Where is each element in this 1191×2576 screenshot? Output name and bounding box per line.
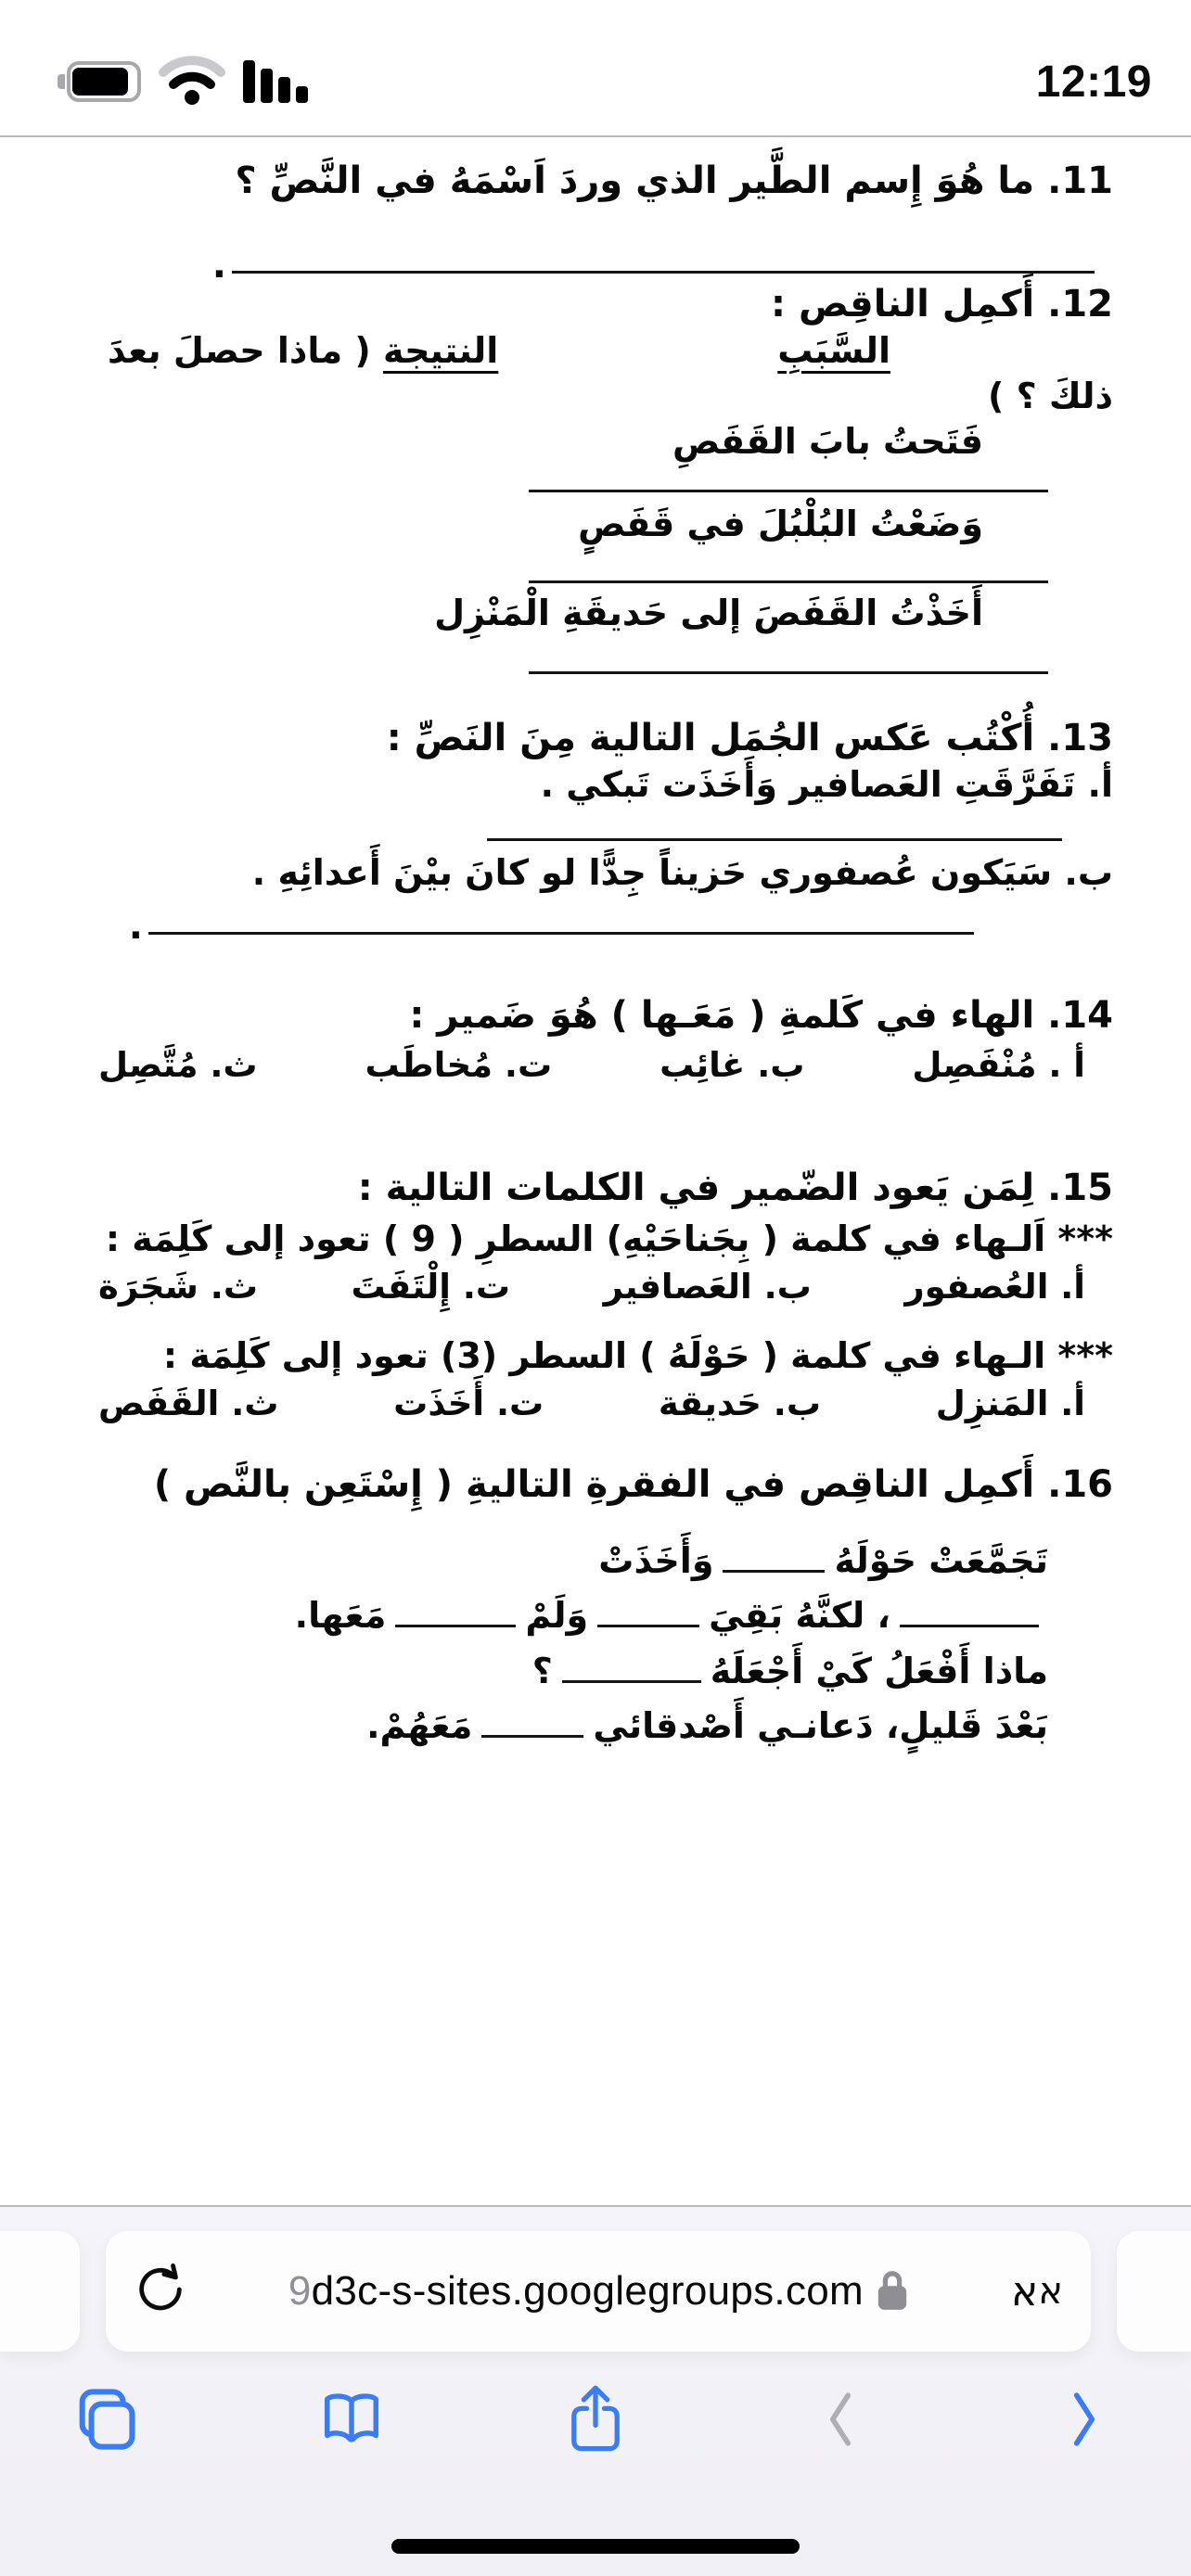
q16-line-1: تَجَمَّعَتْ حَوْلَهُوَأَخَذَتْ	[598, 1539, 1048, 1581]
previous-tab-preview[interactable]	[0, 2231, 80, 2352]
status-icons	[59, 55, 308, 108]
address-bar-row	[0, 2231, 1191, 2352]
answer-line	[529, 490, 1048, 492]
option-b: ب. غائِب	[660, 1045, 805, 1086]
url-text: 9d3c-s-sites.googlegroups.com	[288, 2268, 864, 2314]
question-11: 11. ما هُوَ إِسم الطَّير الذي وردَ اَسْمَهُ في النَّصِّ ؟	[235, 159, 1113, 202]
answer-line	[529, 671, 1048, 674]
answer-line	[529, 580, 1048, 583]
tabs-button[interactable]	[65, 2383, 148, 2457]
q16-line-3: ماذا أَفْعَلُ كَيْ أَجْعَلَهُ؟	[531, 1650, 1048, 1691]
address-bar[interactable]	[106, 2231, 1091, 2352]
option-b: ب. حَديقة	[658, 1384, 822, 1424]
fill-blank	[481, 1707, 583, 1738]
tabs-icon	[75, 2388, 138, 2454]
q12-row-2: وَضَعْتُ البُلْبُلَ في قَفَصٍ	[578, 504, 983, 545]
q12-row-1: فَتَحتُ بابَ القَفَصِ	[672, 420, 983, 462]
chevron-forward-icon	[1069, 2391, 1100, 2451]
question-12: 12. أَكمِل الناقِص :	[771, 283, 1113, 326]
option-t: ت. أَخَذَت	[393, 1384, 544, 1424]
answer-line	[487, 838, 1062, 841]
share-button[interactable]	[554, 2383, 637, 2457]
option-th: ث. مُتَّصِل	[98, 1045, 258, 1086]
fill-blank	[395, 1597, 516, 1627]
next-tab-preview[interactable]	[1117, 2231, 1191, 2352]
q12-result-label: النتيجة ( ماذا حصلَ بعدَ	[108, 330, 499, 372]
option-a: أ . مُنْفَصِل	[912, 1045, 1085, 1086]
home-indicator[interactable]	[391, 2539, 800, 2554]
url-area	[187, 2266, 1011, 2316]
wifi-icon	[158, 55, 226, 108]
option-b: ب. العَصافير	[603, 1267, 812, 1307]
question-13: 13. أُكْتُب عَكس الجُمَل التالية مِنَ النَصِّ :	[386, 716, 1113, 759]
answer-line-q11	[89, 244, 1113, 287]
back-button[interactable]	[799, 2383, 882, 2457]
text-size-button[interactable]	[1011, 2268, 1063, 2315]
q12-cause-label: السَّبَبِ	[777, 330, 890, 372]
fill-blank	[562, 1652, 701, 1683]
status-time: 12:19	[1035, 57, 1152, 107]
q15-sub1-options	[89, 1265, 1113, 1308]
answer-line-q13b	[89, 904, 1113, 948]
safari-bottom-bar	[0, 2205, 1191, 2576]
battery-icon	[59, 61, 141, 102]
text-size-label-small: א	[1038, 2270, 1063, 2313]
q16-line-2: ، لكنَّهُ بَقِيَوَلَمْمَعَها.	[89, 1593, 1048, 1639]
fill-blank	[900, 1597, 1039, 1627]
q16-paragraph	[89, 1538, 1048, 1750]
question-16: 16. أَكمِل الناقِص في الفقرةِ التاليةِ ( إِسْتَعِن بالنَّص )	[153, 1462, 1113, 1506]
lock-icon	[875, 2266, 910, 2316]
option-th: ث. القَفَص	[98, 1384, 279, 1424]
q15-sub1: *** اَلـهاء في كلمة ( بِجَناحَيْهِ) السطرِ ( 9 ) تعود إلى كَلِمَة :	[105, 1218, 1113, 1259]
fill-blank	[597, 1597, 699, 1627]
bookmarks-button[interactable]	[310, 2383, 393, 2457]
q14-options	[89, 1043, 1113, 1087]
sentence-dot: .	[211, 244, 226, 287]
text-size-label-big: א	[1010, 2267, 1039, 2315]
book-icon	[319, 2391, 384, 2451]
option-a: أ. المَنزِل	[935, 1384, 1085, 1424]
q12-result-label-cont: ذلكَ ؟ )	[987, 376, 1113, 416]
chevron-back-icon	[825, 2391, 856, 2451]
q12-column-labels	[89, 328, 1113, 374]
option-th: ث. شَجَرَة	[98, 1267, 259, 1307]
fill-blank	[723, 1542, 825, 1573]
q12-row-3: أَخَذْتُ القَفَصَ إلى حَديقَةِ الْمَنْزِل	[434, 592, 983, 633]
q15-sub2: *** الـهاء في كلمة ( حَوْلَهُ ) السطر (3) تعود إلى كَلِمَة :	[162, 1334, 1113, 1376]
share-icon	[568, 2384, 623, 2457]
sentence-dot: .	[128, 904, 143, 948]
q13-item-a: أ. تَفَرَّقَتِ العَصافير وَأَخَذَت تَبكي .	[540, 763, 1113, 805]
forward-button[interactable]	[1043, 2383, 1126, 2457]
option-t: ت. مُخاطَب	[365, 1045, 553, 1086]
q16-line-4: بَعْدَ قَليلٍ، دَعانـي أَصْدقائيمَعَهُمْ.	[366, 1705, 1048, 1746]
refresh-icon[interactable]	[134, 2263, 187, 2320]
q15-sub2-options	[89, 1382, 1113, 1425]
option-t: ت. إِلْتَفَتَ	[351, 1267, 511, 1307]
question-15: 15. لِمَن يَعود الضّمير في الكلمات التالية :	[357, 1167, 1113, 1210]
cellular-signal-icon	[243, 60, 308, 103]
q13-item-b: ب. سَيَكون عُصفوري حَزيناً جِدًّا لو كانَ بيْنَ أَعدائِهِ .	[251, 852, 1113, 894]
question-14: 14. الهاء في كَلمةِ ( مَعَـها ) هُوَ ضَمير :	[409, 993, 1113, 1037]
worksheet-page	[0, 139, 1191, 1749]
toolbar	[0, 2383, 1191, 2457]
status-bar	[0, 0, 1191, 137]
option-a: أ. العُصفور	[904, 1267, 1085, 1307]
